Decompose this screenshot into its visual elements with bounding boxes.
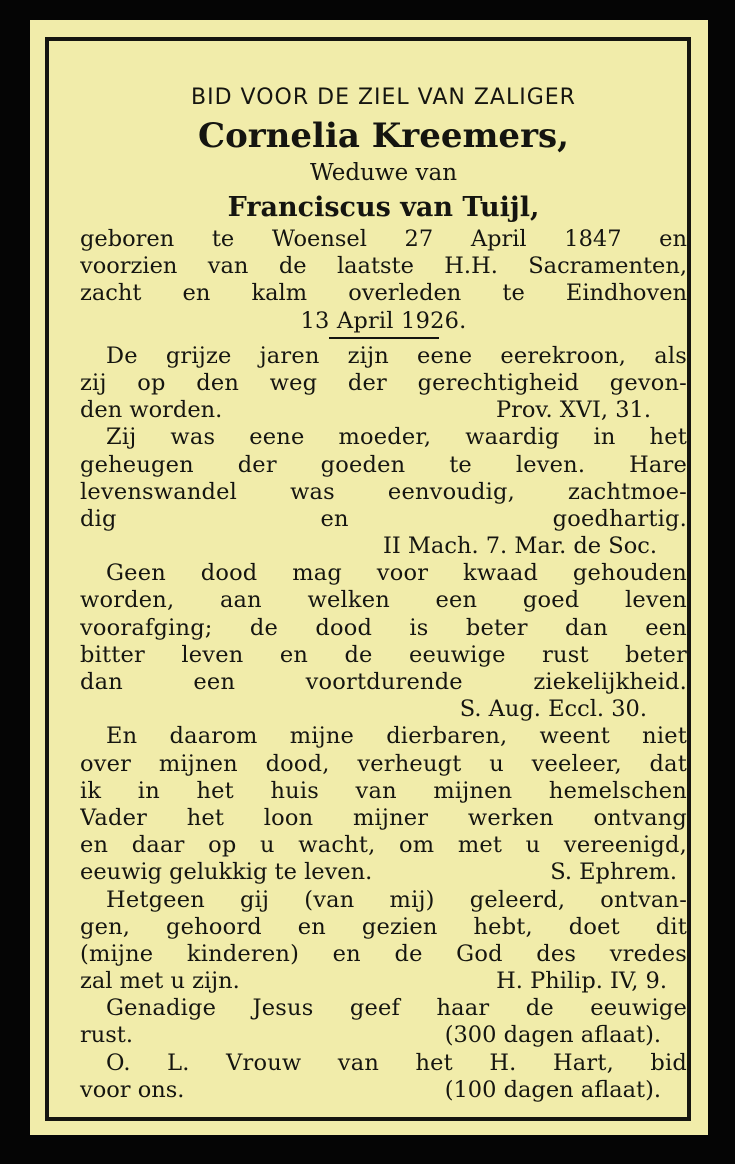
indulgence-note: (300 dagen aflaat). <box>444 1022 661 1049</box>
verse-1 <box>80 343 687 425</box>
verse-text: den worden. <box>80 397 223 424</box>
verse-line: gen, gehoord en gezien hebt, doet dit <box>80 913 687 940</box>
verse-reference: S. Aug. Eccl. 30. <box>459 696 647 723</box>
deceased-name: Cornelia Kreemers, <box>198 116 569 156</box>
verse-reference: H. Philip. IV, 9. <box>496 968 667 995</box>
verse-reference: Prov. XVI, 31. <box>495 397 651 424</box>
prayer-2 <box>80 1050 687 1104</box>
prayer-last-line <box>80 1077 687 1104</box>
husband-name: Franciscus van Tuijl, <box>227 192 540 223</box>
prayer-text: voor ons. <box>80 1076 185 1103</box>
verse-line: dig en goedhartig. <box>80 505 687 532</box>
prayer-last-line <box>80 1022 687 1049</box>
verse-line: en daar op u wacht, om met u vereenigd, <box>80 832 687 859</box>
verse-reference: S. Ephrem. <box>550 859 677 886</box>
prayer-1 <box>80 995 687 1049</box>
verse-line: (mijne kinderen) en de God des vredes <box>80 940 687 967</box>
verse-text: zal met u zijn. <box>80 968 240 995</box>
verse-reference: II Mach. 7. Mar. de Soc. <box>382 533 657 560</box>
death-date: 13 April 1926. <box>300 307 467 334</box>
verse-line: geheugen der goeden te leven. Hare <box>80 451 687 478</box>
verse-line: bitter leven en de eeuwige rust beter <box>80 641 687 668</box>
verse-5 <box>80 887 687 996</box>
widow-of-label: Weduwe van <box>309 160 458 186</box>
verse-line: zij op den weg der gerechtigheid gevon- <box>80 369 687 396</box>
verse-line: levenswandel was eenvoudig, zachtmoe- <box>80 478 687 505</box>
card-heading: BID VOOR DE ZIEL VAN ZALIGER <box>191 85 576 110</box>
bio-line: geboren te Woensel 27 April 1847 en <box>80 226 687 252</box>
verse-last-line <box>80 968 687 995</box>
divider <box>329 337 439 339</box>
verse-line: voorafging; de dood is beter dan een <box>80 614 687 641</box>
prayer-line: Genadige Jesus geef haar de eeuwige <box>106 995 687 1022</box>
verse-line: De grijze jaren zijn eene eerekroon, als <box>106 342 687 369</box>
indulgence-note: (100 dagen aflaat). <box>444 1076 661 1103</box>
verse-line: over mijnen dood, verheugt u veeleer, dat <box>80 750 687 777</box>
verse-last-line <box>80 859 687 886</box>
prayer-line: O. L. Vrouw van het H. Hart, bid <box>106 1049 687 1076</box>
verse-line: Hetgeen gij (van mij) geleerd, ontvan- <box>106 886 687 913</box>
verse-line: ik in het huis van mijnen hemelschen <box>80 777 687 804</box>
verse-3 <box>80 560 687 723</box>
biography <box>80 226 687 335</box>
verse-line: Zij was eene moeder, waardig in het <box>106 424 687 451</box>
verse-4 <box>80 723 687 886</box>
verse-2 <box>80 424 687 560</box>
verse-line: worden, aan welken een goed leven <box>80 587 687 614</box>
card-content <box>80 80 687 1104</box>
memorial-card <box>30 20 708 1135</box>
verse-text: eeuwig gelukkig te leven. <box>80 859 373 886</box>
verse-line: Vader het loon mijner werken ontvang <box>80 804 687 831</box>
prayer-text: rust. <box>80 1022 133 1049</box>
verse-line: En daarom mijne dierbaren, weent niet <box>106 723 687 750</box>
verse-line: Geen dood mag voor kwaad gehouden <box>106 560 687 587</box>
verse-line: dan een voortdurende ziekelijkheid. <box>80 669 687 695</box>
bio-line: voorzien van de laatste H.H. Sacramenten, <box>80 253 687 280</box>
verse-last-line <box>80 397 687 424</box>
bio-line: zacht en kalm overleden te Eindhoven <box>80 280 687 307</box>
